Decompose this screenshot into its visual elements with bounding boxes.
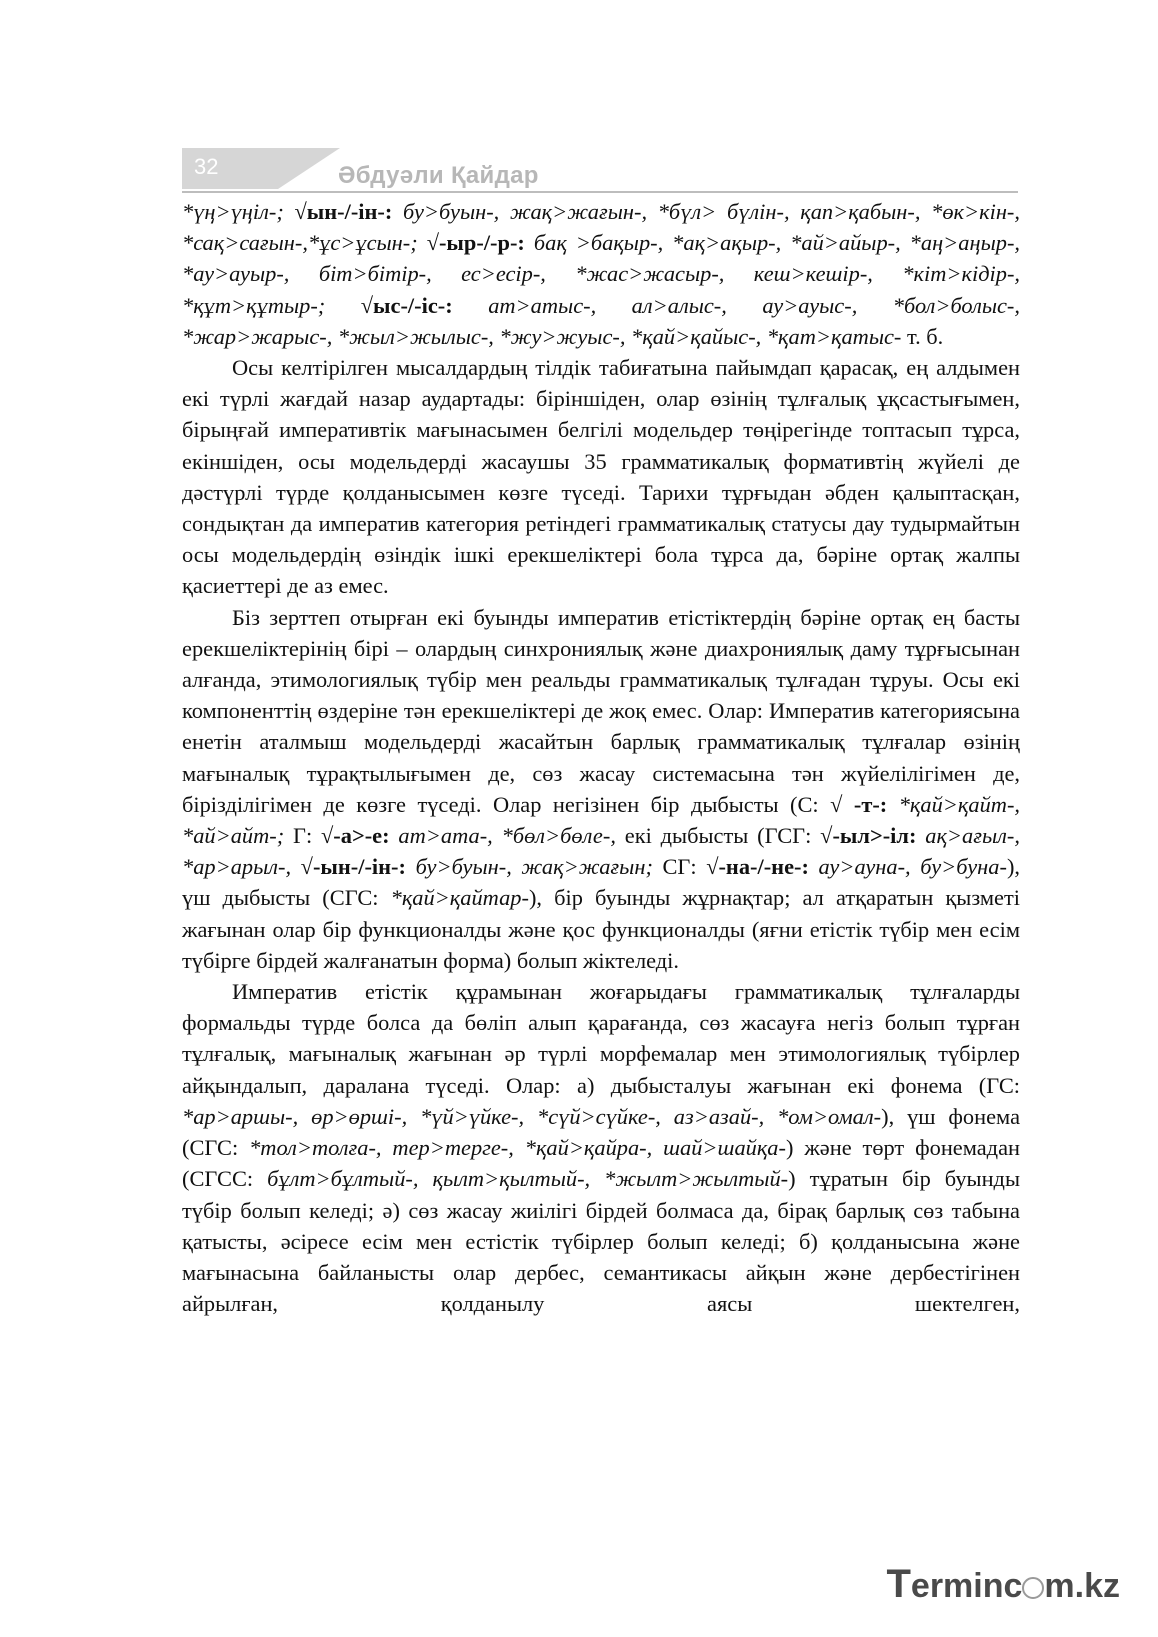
paragraph-2: Осы келтірілген мысалдардың тілдік табиғатына пайымдап қарасақ, ең алдымен екі түрлі жағдай назар аудартады: біріншіден, олар өзінің тұлғалық ұқсастығымен, бірыңғай императивтік мағынасымен белгілі модельдер төңірегінде топтасып тұрса, екіншіден, осы модельдерді жасаушы 35 грамматикалық формативтің жүйелі де дәстүрлі түрде қолданысымен көзге түседі. Тарихи тұрғыдан әбден қалыптасқан, сондықтан да императив категория ретіндегі грамматикалық статусы дау тудырмайтын осы модельдердің өзіндік ішкі ерекшеліктері бола тұрса да, бәріне ортақ жалпы қасиеттері де аз емес. [182, 355, 1020, 599]
running-head-author: Әбдуәли Қайдар [338, 162, 539, 189]
paragraph-examples: *үң>үңіл-; √ын-/-ін-: бу>буын-, жақ>жағын-, *бүл> бүлін-, қап>қабын-, *өк>кін-, *сақ>сағын-,*ұс>ұсын-; √-ыр-/-р-: бақ >бақыр-, *ақ>ақыр-, *ай>айыр-, *аң>аңыр-, *ау>ауыр-, біт>бітір-, ес>есір-, *жас>жасыр-, кеш>кешір-, *кіт>кідір-, *құт>құтыр-; √ыс-/-іс-: ат>атыс-, ал>алыс-, ау>ауыс-, *бол>болыс-, *жар>жарыс-, *жыл>жылыс-, *жу>жуыс-, *қай>қайыс-, *қат>қатыс- т. б. [182, 199, 1021, 349]
paragraph-3: Біз зерттеп отырған екі буынды императив етістіктердің бәріне ортақ ең басты ерекшеліктерінің бірі – олардың синхрониялық және диахрониялық даму тұрғысынан алғанда, этимологиялық түбір мен реальды грамматикалық тұлғадан тұруы. Осы екі компоненттің өздеріне тән ерекшеліктері де жоқ емес. Олар: Императив категориясына енетін аталмыш модельдерді жасайтын барлық грамматикалық тұлғалар өзінің мағыналық тұрақтылығымен де, сөз жасау системасына тән жүйелілігімен де, біріздiлігімен де көзге түседі. Олар негізінен бір дыбысты (С: √ -т-: *қай>қайт-, *ай>айт-; Г: √-а>-е: ат>ата-, *бөл>бөле-, екі дыбысты (ГСГ: √-ыл>-іл: ақ>ағыл-, *ар>арыл-, √-ын-/-ін-: бу>буын-, жақ>жағын; СГ: √-на-/-не-: ау>ауна-, бу>буна-), үш дыбысты (СГС: *қай>қайтар-), бір буынды жұрнақтар; ал атқаратын қызметі жағынан олар бір функционалды және қос функционалды (яғни етістік түбір мен есім түбірге бірдей жалғанатын форма) болып жіктеледі. [182, 604, 1020, 973]
page-body [182, 196, 1020, 1319]
paragraph-4: Императив етістік құрамынан жоғарыдағы грамматикалық тұлғаларды формальды түрде болса да бөліп алып қарағанда, сөз жасауға негіз болып тұрған тұлғалық, мағыналық жағынан әр түрлі морфемалар мен этимологиялық түбірлер айқындалып, даралана түседі. Олар: а) дыбысталуы жағынан екі фонема (ГС: *ар>аршы-, өр>өрші-, *үй>үйке-, *сүй>сүйке-, аз>азай-, *ом>омал-), үш фонема (СГС: *тол>толға-, тер>терге-, *қай>қайра-, шай>шайқа-) және төрт фонемадан (СГСС: бұлт>бұлтый-, қылт>қылтый-, *жылт>жылтый-) тұратын бір буынды түбір болып келеді; ә) сөз жасау жиілігі бірдей болмаса да, бірақ барлық сөз табына қатысты, әсіресе есім мен естістік түбірлер болып келеді; б) қолданысына және мағынасына байланысты олар дербес, семантикасы айқын және дербестігінен айрылған, қолданылу аясы шектелген, [182, 979, 1021, 1317]
header-rule [182, 191, 1018, 193]
page-number: 32 [194, 154, 219, 179]
page-number-tab-arrow [278, 148, 340, 189]
page-header [182, 148, 1018, 194]
watermark-logo: Terminc m.kz [886, 1562, 1120, 1606]
